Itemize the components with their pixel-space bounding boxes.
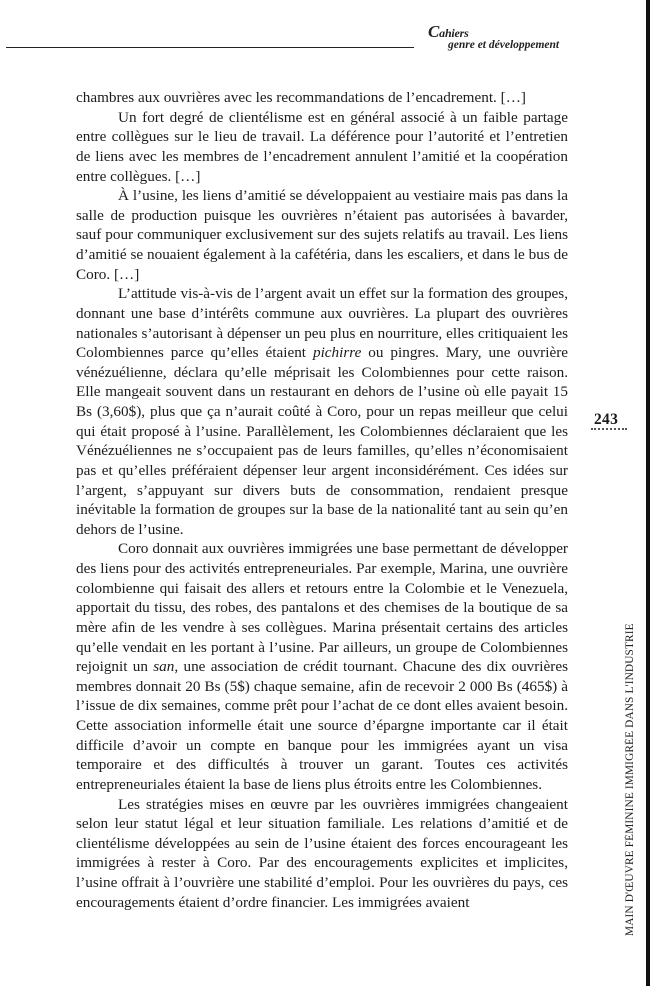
paragraph: chambres aux ouvrières avec les recommandations de l’encadrement. […] <box>76 89 526 106</box>
page-edge <box>646 0 650 986</box>
paragraph: Coro donnait aux ouvrières immigrées une base permettant de développer des liens pour des activités entrepreneuriales. Par exemple, Marina, une ouvrière colombienne qui faisait des allers et retours entre la Colombie et le Venezuela, apportait du tissu, des robes, des pantalons et des chemises de la boutique de sa mère afin de les vendre à ses collègues. Marina présentait certains des articles qu’elle vendait en les portant à l’usine. Par ailleurs, un groupe de Colombiennes rejoignit un san, une association de crédit tournant. Chacune des dix ouvrières membres donnait 20 Bs (5$) chaque semaine, afin de recevoir 2 000 Bs (465$) à l’issue de dix semaines, comme prêt pour l’achat de ce dont elles avaient besoin. Cette association informelle était une source d’épargne importante car il était difficile d’avoir un compte en banque pour les immigrées ayant un visa temporaire et des difficultés à trouver un garant. Toutes ces activités entrepreneuriales étaient la base de liens plus étroits entre les Colombiennes. <box>76 540 568 793</box>
paragraph: L’attitude vis-à-vis de l’argent avait un effet sur la formation des groupes, donnant une base d’intérêts commune aux ouvrières. La plupart des ouvrières nationales s’autorisant à dépenser un peu plus en nourriture, elles critiquaient les Colombiennes parce qu’elles étaient pichirre ou pingres. Mary, une ouvrière vénézuélienne, déclara qu’elle méprisait les Colombiennes pour cette raison. Elle mangeait souvent dans un restaurant en dehors de l’usine où elle payait 15 Bs (3,60$), plus que ça n’aurait coûté à Coro, pour un repas meilleur que celui qui était proposé à l’usine. Parallèlement, les Colombiennes déclaraient que les Vénézuéliennes ne s’occupaient pas de leurs familles, qu’elles n’économisaient pas et qu’elles préféraient dépenser leur argent inconsidérément. Ces idées sur l’argent, s’appuyant sur divers buts de consommation, rendaient presque inévitable la formation de groupes sur la base de la nationalité tant au sein qu’en dehors de l’usine. <box>76 285 569 538</box>
paragraph: Un fort degré de clientélisme est en général associé à un faible partage entre collègues sur le lieu de travail. La déférence pour l’autorité et l’entretien de liens avec les membres de l’encadrement annulent l’amitié et la coopération entre collègues. […] <box>76 108 568 185</box>
journal-title-line2: genre et développement <box>448 39 560 51</box>
article-body <box>76 88 568 912</box>
page-number: 243 <box>594 411 619 428</box>
page-number-dots <box>591 428 627 430</box>
journal-title-line1: Cahiers <box>428 22 469 41</box>
journal-title <box>428 22 648 52</box>
running-title-vertical: MAIN D'ŒUVRE FÉMININE IMMIGRÉE DANS L'INDUSTRIE <box>624 623 636 936</box>
paragraph: À l’usine, les liens d’amitié se développaient au vestiaire mais pas dans la salle de production puisque les ouvrières n’étaient pas autorisées à bavarder, sauf pour communiquer exclusivement sur des sujets relatifs au travail. Les liens d’amitié se nouaient également à la cafétéria, dans les escaliers, et dans le bus de Coro. […] <box>76 187 568 283</box>
paragraph: Les stratégies mises en œuvre par les ouvrières immigrées changeaient selon leur statut légal et leur situation familiale. Les relations d’amitié et de clientélisme développées au sein de l’usine étaient des forces encourageant les immigrées à rester à Coro. Par des encouragements explicites et implicites, l’usine offrait à l’ouvrière une stabilité d’emploi. Pour les ouvrières du pays, ces encouragements étaient d’ordre financier. Les immigrées avaient <box>76 795 568 911</box>
header-rule <box>6 47 414 48</box>
